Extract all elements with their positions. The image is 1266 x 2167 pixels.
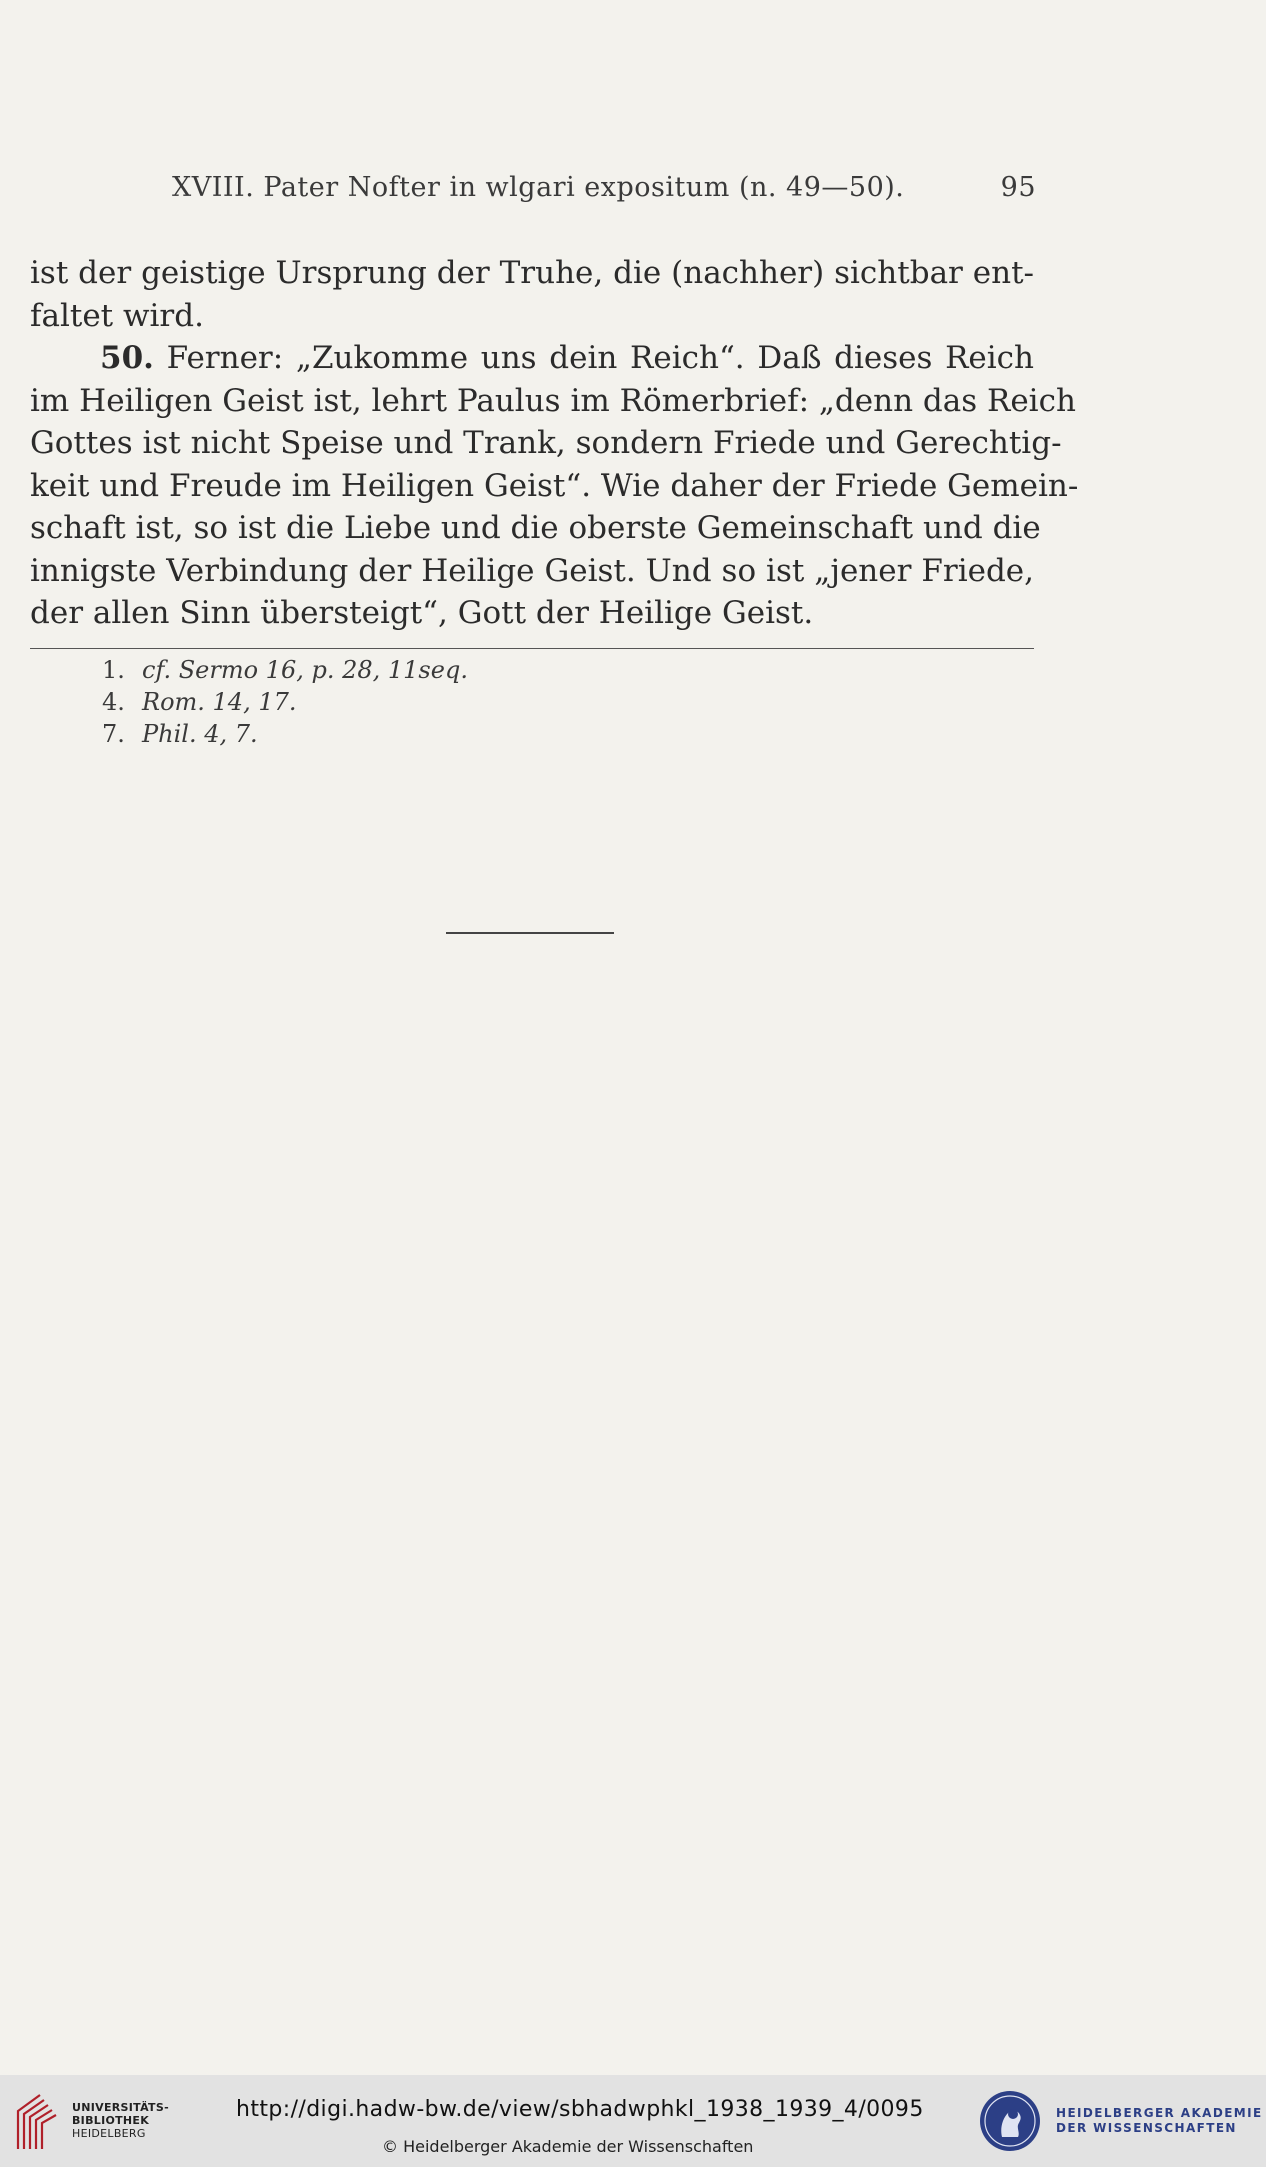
library-name-line: HEIDELBERG bbox=[72, 2127, 146, 2140]
text-line: schaft ist, so ist die Liebe und die oberste Gemeinschaft und die bbox=[30, 510, 1041, 546]
section-number: 50. bbox=[100, 340, 154, 376]
text-line: der allen Sinn übersteigt“, Gott der Heilige Geist. bbox=[30, 595, 814, 631]
footnote-text: Phil. 4, 7. bbox=[142, 720, 258, 748]
footnote-text: Rom. 14, 17. bbox=[142, 688, 297, 716]
footnote-text: cf. Sermo 16, p. 28, 11seq. bbox=[142, 656, 468, 684]
text-line: innigste Verbindung der Heilige Geist. Und so ist „jener Friede, bbox=[30, 552, 1034, 589]
section-end-rule bbox=[446, 932, 614, 934]
footnote bbox=[102, 718, 468, 750]
permalink-url[interactable]: http://digi.hadw-bw.de/view/sbhadwphkl_1938_1939_4/0095 bbox=[236, 2097, 924, 2122]
footnote-number: 1. bbox=[102, 656, 125, 684]
footnote-separator bbox=[30, 648, 1034, 649]
paragraph-50-first-line bbox=[30, 337, 1034, 380]
text-line: keit und Freude im Heiligen Geist“. Wie daher der Friede Gemein- bbox=[30, 467, 1079, 504]
academy-name bbox=[1056, 2106, 1263, 2136]
text-line: ist der geistige Ursprung der Truhe, die (nachher) sichtbar ent- bbox=[30, 255, 1034, 291]
academy-name-line: DER WISSENSCHAFTEN bbox=[1056, 2121, 1237, 2135]
footnote-number: 7. bbox=[102, 720, 125, 748]
text-line: faltet wird. bbox=[30, 297, 204, 334]
footnote bbox=[102, 686, 468, 718]
academy-name-line: HEIDELBERGER AKADEMIE bbox=[1056, 2106, 1263, 2120]
text-line: im Heiligen Geist ist, lehrt Paulus im Römerbrief: „denn das Reich bbox=[30, 382, 1076, 419]
text-line: Ferner: „Zukomme uns dein Reich“. Daß dieses Reich bbox=[166, 340, 1034, 376]
footnote bbox=[102, 654, 468, 686]
page-number: 95 bbox=[1000, 172, 1036, 203]
running-head-title: XVIII. Pater Nofter in wlgari expositum (n. 49—50). bbox=[172, 172, 905, 203]
library-name-line: BIBLIOTHEK bbox=[72, 2114, 150, 2127]
text-line: Gottes ist nicht Speise und Trank, sondern Friede und Gerechtig- bbox=[30, 425, 1062, 461]
footnotes bbox=[102, 654, 468, 750]
university-library-name bbox=[72, 2101, 169, 2140]
footnote-number: 4. bbox=[102, 688, 125, 716]
copyright-notice: © Heidelberger Akademie der Wissenschaften bbox=[382, 2137, 754, 2156]
university-library-logo-icon[interactable] bbox=[14, 2089, 62, 2155]
library-name-line: UNIVERSITÄTS- bbox=[72, 2101, 169, 2114]
academy-seal-icon[interactable] bbox=[978, 2089, 1042, 2153]
viewer-footer bbox=[0, 2075, 1266, 2167]
body-text bbox=[30, 252, 1079, 635]
